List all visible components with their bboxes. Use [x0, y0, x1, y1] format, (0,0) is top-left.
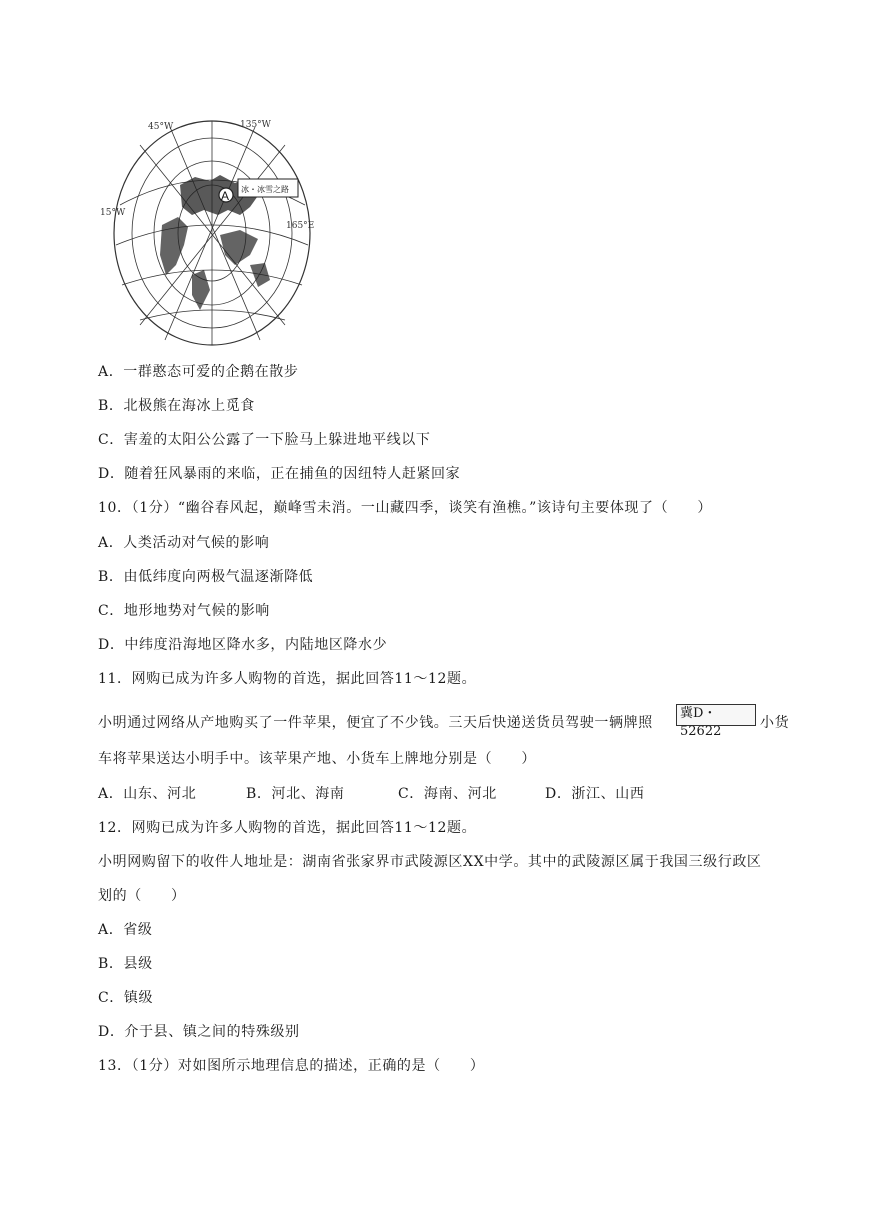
q12-passage-line1: 小明网购留下的收件人地址是：湖南省张家界市武陵源区XX中学。其中的武陵源区属于我国三级行政区 [98, 854, 762, 870]
q12-option-a: A．省级 [98, 922, 153, 938]
q9-option-a: A．一群憨态可爱的企鹅在散步 [98, 364, 299, 380]
q11-option-c: C．海南、河北 [398, 786, 497, 802]
q12-passage-line2: 划的（ ） [98, 888, 186, 904]
arctic-map-figure [100, 115, 325, 350]
q12-option-b: B．县级 [98, 956, 153, 972]
q10-option-c: C．地形地势对气候的影响 [98, 603, 270, 619]
q12-option-c: C．镇级 [98, 990, 154, 1006]
q10-option-a: A．人类活动对气候的影响 [98, 535, 270, 551]
q13-stem: 13．（1分）对如图所示地理信息的描述，正确的是（ ） [98, 1058, 485, 1074]
q9-option-d: D．随着狂风暴雨的来临，正在捕鱼的因纽特人赶紧回家 [98, 466, 461, 482]
q11-option-a: A．山东、河北 [98, 786, 197, 802]
q10-stem: 10．（1分）“幽谷春风起，巅峰雪未消。一山藏四季，谈笑有渔樵。”该诗句主要体现了（ ） [98, 500, 713, 516]
q10-option-d: D．中纬度沿海地区降水多，内陆地区降水少 [98, 637, 388, 653]
q11-passage-line1: 小明通过网络从产地购买了一件苹果，便宜了不少钱。三天后快递送货员驾驶一辆牌照 [98, 715, 653, 731]
lon-45w-label: 45°W [148, 122, 174, 132]
q11-passage-line1-end: 小货 [760, 715, 790, 731]
q9-option-b: B．北极熊在海冰上觅食 [98, 398, 255, 414]
q11-passage-line2: 车将苹果送达小明手中。该苹果产地、小货车上牌地分别是（ ） [98, 751, 536, 767]
q9-option-c: C．害羞的太阳公公露了一下脸马上躲进地平线以下 [98, 432, 431, 448]
q12-stem: 12．网购已成为许多人购物的首选，据此回答11～12题。 [98, 820, 477, 836]
lon-165e-label: 165°E [286, 221, 315, 231]
lon-135w-label: 135°W [240, 120, 271, 130]
point-a-label: A [221, 189, 230, 203]
license-plate-image: 冀D・52622 [676, 704, 756, 726]
q10-option-b: B．由低纬度向两极气温逐渐降低 [98, 569, 314, 585]
q11-stem: 11．网购已成为许多人购物的首选，据此回答11～12题。 [98, 671, 477, 687]
q12-option-d: D．介于县、镇之间的特殊级别 [98, 1024, 300, 1040]
q11-option-b: B．河北、海南 [246, 786, 345, 802]
callout-label: 冰・冰雪之路 [241, 185, 289, 194]
lon-15w-label: 15°W [100, 208, 126, 218]
q11-option-d: D．浙江、山西 [545, 786, 645, 802]
